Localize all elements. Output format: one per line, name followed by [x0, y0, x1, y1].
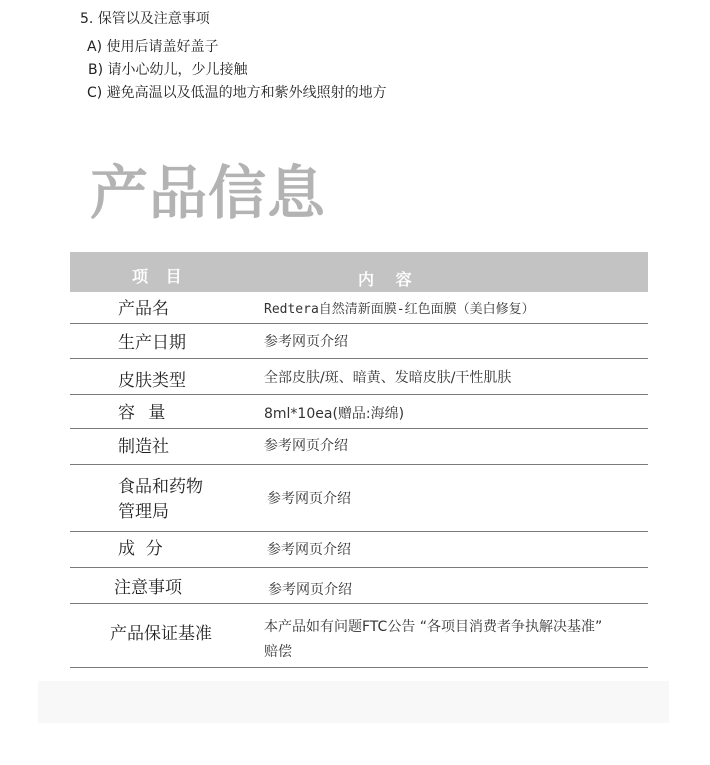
row-label: 容 量: [118, 403, 170, 423]
table-row-skin-type: [70, 359, 648, 395]
table-row-production-date: [70, 324, 648, 359]
row-value: 参考网页介绍: [264, 438, 348, 454]
table-row-precautions: [70, 568, 648, 604]
row-label: 生产日期: [118, 333, 186, 353]
storage-item-b: B) 请小心幼儿，少儿接触: [88, 62, 248, 78]
bottom-band: [38, 681, 669, 723]
row-label: 皮肤类型: [118, 371, 186, 391]
table-row-capacity: [70, 395, 648, 429]
section-title: 产品信息: [90, 159, 327, 227]
product-info-table: [70, 252, 648, 668]
row-value-line2: 赔偿: [264, 644, 292, 660]
table-header: [70, 252, 648, 292]
table-row-product-name: [70, 292, 648, 324]
storage-heading: 5. 保管以及注意事项: [80, 11, 210, 27]
row-label-line2: 管理局: [118, 502, 169, 522]
storage-item-a: A) 使用后请盖好盖子: [87, 39, 219, 55]
header-item: 项 目: [132, 267, 188, 286]
storage-notes: [80, 8, 387, 105]
row-value: 参考网页介绍: [264, 334, 348, 350]
row-label: 成 分: [118, 539, 163, 559]
table-row-ingredients: [70, 532, 648, 568]
table-row-guarantee: [70, 604, 648, 668]
row-value: Redtera自然清新面膜-红色面膜（美白修复）: [264, 302, 535, 317]
row-value-line1: 本产品如有问题FTC公告 “各项目消费者争执解决基准”: [264, 619, 603, 635]
table-row-manufacturer: [70, 429, 648, 465]
row-value: 全部皮肤/斑、暗黄、发暗皮肤/干性肌肤: [264, 370, 512, 386]
storage-item-c: C) 避免高温以及低温的地方和紫外线照射的地方: [87, 85, 387, 101]
row-label: 制造社: [118, 437, 169, 457]
row-label: 注意事项: [114, 578, 182, 598]
row-label-line1: 食品和药物: [118, 477, 203, 497]
row-value: 8ml*10ea(赠品:海绵): [264, 406, 405, 422]
row-value: 参考网页介绍: [267, 542, 351, 558]
row-value: 参考网页介绍: [268, 582, 352, 598]
row-label: 产品保证基准: [110, 624, 212, 644]
row-label: 产品名: [118, 299, 169, 319]
table-row-fda: [70, 465, 648, 532]
header-content: 内 容: [358, 270, 420, 289]
row-value: 参考网页介绍: [267, 491, 351, 507]
